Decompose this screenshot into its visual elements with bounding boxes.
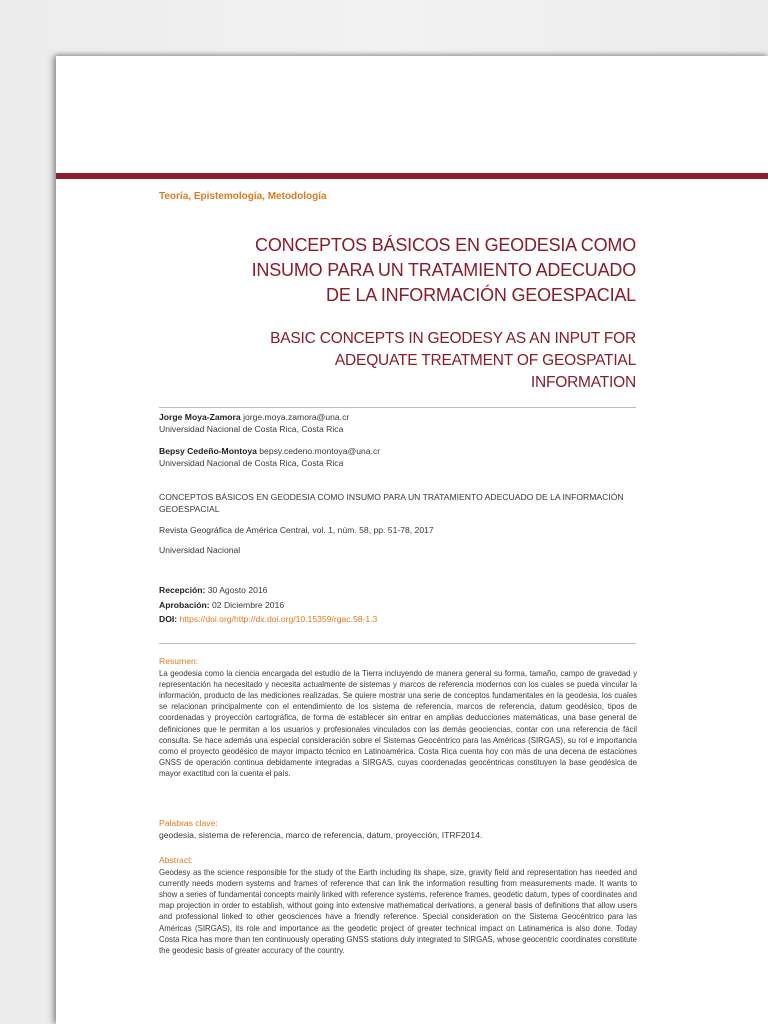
title-es-line: INSUMO PARA UN TRATAMIENTO ADECUADO <box>251 260 636 280</box>
citation-journal: Revista Geográfica de América Central, vol. 1, núm. 58, pp. 51-78, 2017 <box>159 525 434 535</box>
author-email[interactable]: jorge.moya.zamora@una.cr <box>243 412 350 422</box>
abstract-label: Abstract: <box>159 855 193 865</box>
title-english <box>196 328 636 394</box>
author-block <box>159 412 637 435</box>
divider <box>159 407 636 408</box>
title-es-line: CONCEPTOS BÁSICOS EN GEODESIA COMO <box>255 235 636 255</box>
author-name: Jorge Moya-Zamora <box>159 412 241 422</box>
document-page <box>56 56 768 1024</box>
title-spanish <box>196 233 636 308</box>
author-email[interactable]: bepsy.cedeno.montoya@una.cr <box>259 446 381 456</box>
abstract-text: Geodesy as the science responsible for the study of the Earth including its shape, size, gravity field and representation has needed and currently needs modern systems and frames of reference that can link the information resulting from measurements made. It wants to show a series of fundamental concepts mainly linked with reference systems, reference frames, geodetic datum, types of coordinates and map projection in order to establish, without going into extensive mathematical derivations, a general basis of definitions that allow users and professional linked to other geosciences have a friendly reference. Special consideration on the Sistema Geocéntrico para las Américas (SIRGAS), its role and importance as the geodetic project of greater technical impact on Latinamerica is also done. Today Costa Rica has more than ten continuously operating GNSS stations duly integrated to SIRGAS, whose geocentric coordinates constitute the geodesic basis of greater accuracy of the country. <box>159 867 637 955</box>
section-tag: Teoría, Epistemología, Metodología <box>159 191 327 202</box>
author-affiliation: Universidad Nacional de Costa Rica, Costa Rica <box>159 457 344 468</box>
author-block <box>159 446 637 469</box>
keywords-label: Palabras clave: <box>159 818 218 828</box>
approval-date <box>159 600 637 612</box>
citation-title: CONCEPTOS BÁSICOS EN GEODESIA COMO INSUMO PARA UN TRATAMIENTO ADECUADO DE LA INFORMACIÓN GEOESPACIAL <box>159 492 624 514</box>
doi-line <box>159 614 637 626</box>
approval-value: 02 Diciembre 2016 <box>212 599 285 610</box>
dates-block <box>159 585 637 626</box>
doi-label: DOI: <box>159 614 178 624</box>
author-line <box>159 412 637 424</box>
author-line <box>159 446 637 458</box>
resumen-label: Resumen: <box>159 656 199 666</box>
keywords-section <box>159 818 637 841</box>
resumen-section <box>159 656 637 780</box>
author-name: Bepsy Cedeño-Montoya <box>159 446 257 456</box>
title-es-line: DE LA INFORMACIÓN GEOESPACIAL <box>326 285 636 305</box>
title-en-line: INFORMATION <box>530 374 636 391</box>
title-en-line: BASIC CONCEPTS IN GEODESY AS AN INPUT FOR <box>270 330 636 347</box>
divider <box>159 643 636 644</box>
abstract-section <box>159 855 637 956</box>
author-affiliation: Universidad Nacional de Costa Rica, Costa Rica <box>159 423 344 434</box>
doi-link[interactable]: https://doi.org/http://dx.doi.org/10.15359/rgac.58-1.3 <box>179 614 378 624</box>
header-rule <box>56 173 768 179</box>
title-en-line: ADEQUATE TREATMENT OF GEOSPATIAL <box>334 352 636 369</box>
citation-publisher: Universidad Nacional <box>159 545 241 555</box>
approval-label: Aprobación: <box>159 599 210 610</box>
reception-date <box>159 585 637 597</box>
resumen-text: La geodesia como la ciencia encargada del estudio de la Tierra incluyendo de manera general su forma, tamaño, campo de gravedad y representación ha necesitado y necesita actualmente de sistemas y marcos de referencia modernos con los cuales se pueda vincular la información, producto de las mediciones realizadas. Se quiere mostrar una serie de conceptos fundamentales en la geodesia, los cuales se relacionan principalmente con el entendimiento de los sistema de referencia, marcos de referencia, datum geodésico, tipos de coordenadas y proyección cartográfica, de forma de establecer sin entrar en amplias deducciones matemáticas, una base general de definiciones que le permitan a los usuarios y profesionales vinculados con las demás geociencias, contar con una referencia de fácil consulta. Se hace además una especial consideración sobre el Sistemas Geocéntrico para las Américas (SIRGAS), su rol e importancia como el proyecto geodésico de mayor impacto técnico en Latinoamérica. Costa Rica cuenta hoy con más de una decena de estaciones GNSS de operación continua debidamente integradas a SIRGAS, cuyas coordenadas geocéntricas constituyen la base geodésica de mayor exactitud con la cuenta el país. <box>159 668 637 779</box>
keywords-text: geodesia, sistema de referencia, marco de referencia, datum, proyección, ITRF2014. <box>159 829 483 840</box>
reception-label: Recepción: <box>159 585 206 595</box>
reception-value: 30 Agosto 2016 <box>207 585 268 595</box>
